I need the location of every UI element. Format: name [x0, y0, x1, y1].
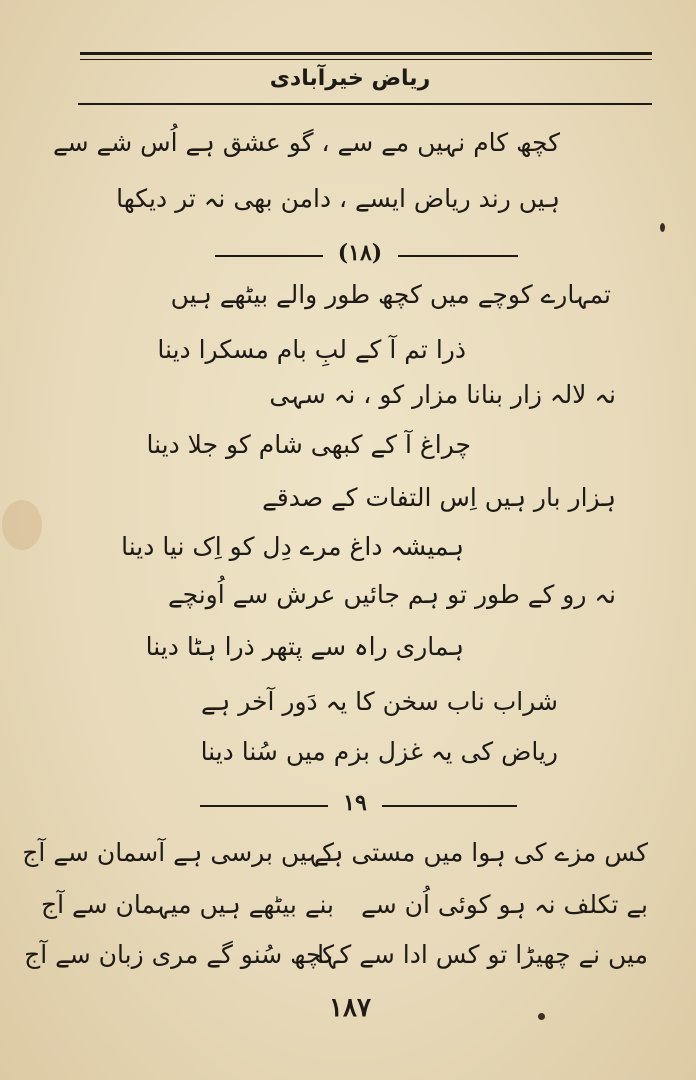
ghazal-18-verse: شراب ناب سخن کا یہ دَور آخر ہے [201, 687, 558, 716]
running-header: ریاض خیرآبادی [269, 66, 431, 91]
ghazal-19-right-verse: کس مزے کی ہوا میں مستی ہے [314, 838, 648, 867]
ghazal-19-left-verse: کچھ سُنو گے مری زبان سے آج [24, 940, 334, 969]
ink-dot [660, 223, 665, 232]
ghazal-18-verse: ریاض کی یہ غزل بزم میں سُنا دینا [200, 737, 558, 766]
section-divider-left [215, 255, 323, 257]
ghazal-19-right-verse: میں نے چھیڑا تو کس ادا سے کہا [317, 940, 648, 969]
intro-verse-1: کچھ کام نہیں مے سے ، گو عشق ہے اُس شے سے [53, 128, 560, 157]
ghazal-18-verse: ہماری راہ سے پتھر ذرا ہٹا دینا [145, 632, 464, 661]
ghazal-18-verse: ہزار بار ہیں اِس التفات کے صدقے [262, 483, 616, 512]
ghazal-18-verse: ہمیشہ داغ مرے دِل کو اِک نیا دینا [121, 532, 464, 561]
ink-dot [538, 1013, 545, 1020]
section-divider-left [200, 805, 328, 807]
header-rule-top-thin [80, 59, 652, 60]
paper-stain [2, 500, 42, 550]
header-rule-top [80, 52, 652, 55]
section-number-19: ۱۹ [343, 790, 367, 816]
ghazal-19-right-verse: بے تکلف نہ ہو کوئی اُن سے [361, 890, 648, 919]
ghazal-19-left-verse: کہیں برسی ہے آسمان سے آج [22, 838, 334, 867]
section-divider-right [382, 805, 517, 807]
ghazal-19-left-verse: بنے بیٹھے ہیں میہمان سے آج [40, 890, 334, 919]
ghazal-18-verse: تمہارے کوچے میں کچھ طور والے بیٹھے ہیں [170, 280, 611, 309]
section-number-18: (۱۸) [337, 240, 383, 266]
page-number: ۱۸۷ [329, 993, 371, 1023]
section-divider-right [398, 255, 518, 257]
ghazal-18-verse: چراغ آ کے کبھی شام کو جلا دینا [146, 430, 471, 459]
ghazal-18-verse: نہ رو کے طور تو ہم جائیں عرش سے اُونچے [167, 580, 616, 609]
ghazal-18-verse: نہ لالہ زار بنانا مزار کو ، نہ سہی [269, 380, 616, 409]
ghazal-18-verse: ذرا تم آ کے لبِ بام مسکرا دینا [157, 335, 466, 364]
intro-verse-2: ہیں رند ریاض ایسے ، دامن بھی نہ تر دیکھا [116, 184, 560, 213]
header-rule-bottom [78, 103, 652, 105]
